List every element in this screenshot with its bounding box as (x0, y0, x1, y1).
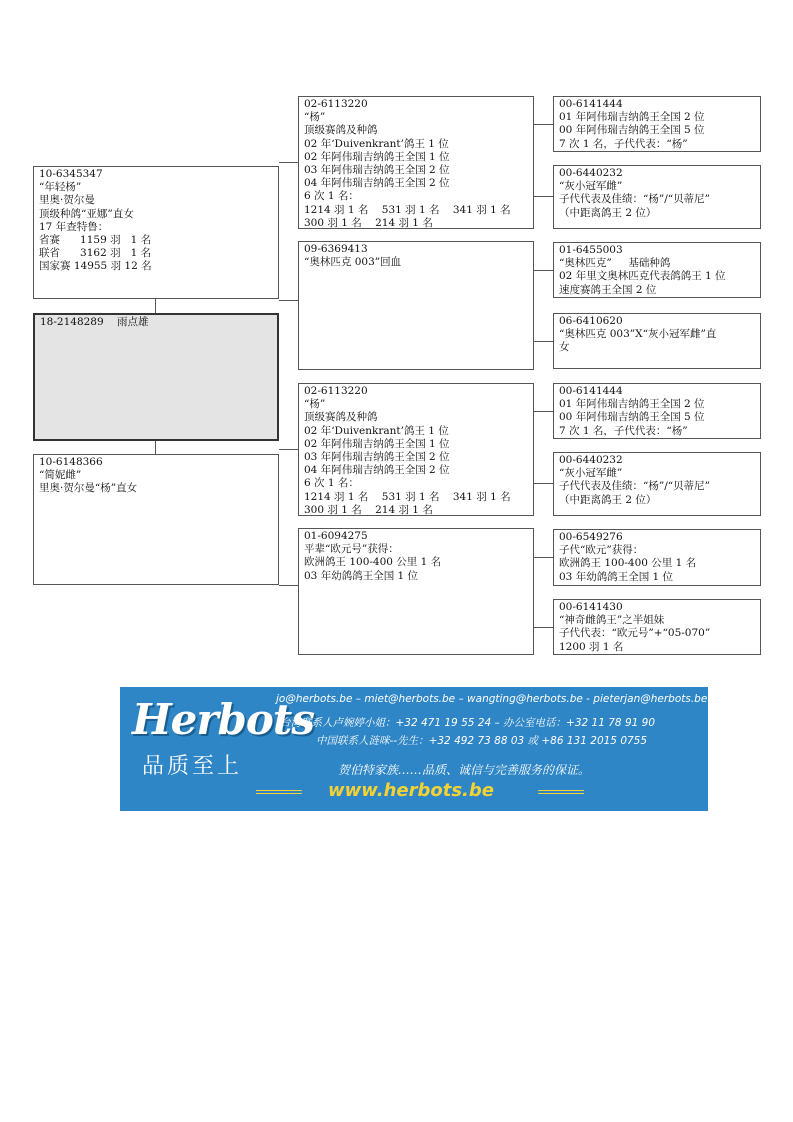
sire-box[interactable] (33, 166, 279, 299)
dsd-line: 子代代表及佳绩：“杨”/“贝蒂尼” (559, 480, 711, 493)
contact-taiwan: 台湾联系人卢婉婷小姐：+32 471 19 55 24 – 办公室电话：+32 11 78 91 90 (280, 717, 656, 729)
sire-dam-line: 09-6369413 (304, 243, 368, 255)
dam-dam-box[interactable] (298, 528, 534, 655)
slogan: 品质至上 (142, 754, 243, 779)
sire-sire-line: 6 次 1 名： (304, 190, 359, 203)
tagline: 贺伯特家族……品质、诚信与完善服务的保证。 (338, 763, 591, 777)
connector-line (534, 341, 553, 342)
sire-line: 17 年查特鲁： (39, 220, 109, 233)
connector-line (534, 196, 553, 197)
dss-box[interactable] (553, 383, 761, 439)
dam-sire-line: 02 年阿伟瑞吉纳鸽王全国 1 位 (304, 437, 450, 450)
subject-box[interactable] (33, 313, 279, 441)
connector-line (279, 585, 298, 586)
brand-logo: Herbots (132, 695, 314, 744)
email-addresses[interactable]: jo@herbots.be – miet@herbots.be – wangting@herbots.be - pieterjan@herbots.be (276, 693, 708, 705)
contact-china: 中国联系人涟咪--先生：+32 492 73 88 03 或 +86 131 2015 0755 (316, 735, 648, 747)
sire-sire-box[interactable] (298, 96, 534, 229)
sss-box[interactable] (553, 96, 761, 152)
ddd-box[interactable] (553, 599, 761, 655)
sire-line: 国家赛 14955 羽 12 名 (39, 260, 152, 273)
dsd-line: 00-6440232 (559, 454, 623, 466)
sds-line: 01-6455003 (559, 244, 623, 256)
ssd-line: “灰小冠军雌” (559, 180, 623, 193)
dam-box[interactable] (33, 454, 279, 585)
decor-line-left (256, 790, 302, 794)
dss-line: 00 年阿伟瑞吉纳鸽王全国 5 位 (559, 411, 705, 424)
sire-sire-line: 顶级赛鸽及种鸽 (304, 124, 378, 137)
sss-line: 00-6141444 (559, 98, 623, 110)
connector-line (534, 557, 553, 558)
dam-dam-line: 平辈“欧元号”获得： (304, 543, 399, 556)
sds-box[interactable] (553, 242, 761, 298)
sire-line: 联省 3162 羽 1 名 (39, 247, 152, 260)
herbots-banner (120, 687, 708, 811)
dds-line: 03 年幼鸽鸽王全国 1 位 (559, 570, 674, 583)
dam-line: 里奥·贺尔曼“杨”直女 (39, 482, 138, 495)
ddd-line: 00-6141430 (559, 601, 623, 613)
dam-sire-line: 6 次 1 名： (304, 477, 359, 490)
dss-line: 01 年阿伟瑞吉纳鸽王全国 2 位 (559, 398, 705, 411)
sire-sire-line: 02 年阿伟瑞吉纳鸽王全国 1 位 (304, 150, 450, 163)
sire-sire-line: 04 年阿伟瑞吉纳鸽王全国 2 位 (304, 177, 450, 190)
sdd-box[interactable] (553, 313, 761, 369)
dsd-line: “灰小冠军雌” (559, 467, 623, 480)
subject-id: 18-2148289 雨点雄 (40, 316, 149, 328)
sire-sire-line: 02 年‘Duivenkrant’鸽王 1 位 (304, 137, 449, 150)
dsd-line: （中距离鸽王 2 位） (559, 493, 657, 506)
sire-sire-line: 02-6113220 (304, 98, 368, 110)
ssd-line: （中距离鸽王 2 位） (559, 206, 657, 219)
decor-line-right (538, 790, 584, 794)
dam-dam-line: 03 年幼鸽鸽王全国 1 位 (304, 569, 419, 582)
connector-line (279, 449, 298, 450)
ddd-line: 1200 羽 1 名 (559, 640, 624, 653)
dam-sire-line: 03 年阿伟瑞吉纳鸽王全国 2 位 (304, 451, 450, 464)
sire-sire-line: 03 年阿伟瑞吉纳鸽王全国 2 位 (304, 164, 450, 177)
sire-line: 里奥·贺尔曼 (39, 194, 95, 207)
sire-sire-line: 1214 羽 1 名 531 羽 1 名 341 羽 1 名 (304, 203, 511, 216)
sds-line: “奥林匹克” 基础种鸽 (559, 257, 671, 270)
connector-line (534, 411, 553, 412)
dam-dam-line: 01-6094275 (304, 530, 368, 542)
sdd-line: 06-6410620 (559, 315, 623, 327)
connector-line (534, 270, 553, 271)
sss-line: 01 年阿伟瑞吉纳鸽王全国 2 位 (559, 111, 705, 124)
ddd-line: “神奇雌鸽王”之半姐妹 (559, 614, 665, 627)
dam-sire-line: 1214 羽 1 名 531 羽 1 名 341 羽 1 名 (304, 490, 511, 503)
connector-line (155, 299, 156, 313)
ssd-box[interactable] (553, 165, 761, 229)
dam-sire-line: 300 羽 1 名 214 羽 1 名 (304, 503, 433, 516)
sdd-line: 女 (559, 341, 570, 354)
ssd-line: 00-6440232 (559, 167, 623, 179)
connector-line (534, 627, 553, 628)
sire-dam-box[interactable] (298, 241, 534, 370)
sss-line: 7 次 1 名，子代代表：“杨” (559, 137, 688, 150)
dam-sire-box[interactable] (298, 383, 534, 516)
sire-dam-line: “奥林匹克 003”回血 (304, 256, 402, 269)
dam-dam-line: 欧洲鸽王 100-400 公里 1 名 (304, 556, 442, 569)
sire-sire-line: 300 羽 1 名 214 羽 1 名 (304, 216, 433, 229)
connector-line (279, 162, 298, 163)
connector-line (155, 441, 156, 454)
dam-sire-line: “杨” (304, 398, 326, 411)
dss-line: 7 次 1 名，子代代表：“杨” (559, 424, 688, 437)
ssd-line: 子代代表及佳绩：“杨”/“贝蒂尼” (559, 193, 711, 206)
sss-line: 00 年阿伟瑞吉纳鸽王全国 5 位 (559, 124, 705, 137)
dam-sire-line: 顶级赛鸽及种鸽 (304, 411, 378, 424)
sire-sire-line: “杨” (304, 111, 326, 124)
sire-line: 省赛 1159 羽 1 名 (39, 234, 152, 247)
sire-line: 10-6345347 (39, 168, 103, 180)
connector-line (279, 300, 298, 301)
dds-line: 00-6549276 (559, 531, 623, 543)
sds-line: 速度赛鸽王全国 2 位 (559, 283, 657, 296)
sdd-line: “奥林匹克 003”X“灰小冠军雌”直 (559, 328, 717, 341)
dds-box[interactable] (553, 529, 761, 586)
ddd-line: 子代代表：“欧元号”+“05-070” (559, 627, 711, 640)
dam-sire-line: 02 年‘Duivenkrant’鸽王 1 位 (304, 424, 449, 437)
dss-line: 00-6141444 (559, 385, 623, 397)
sire-line: “年轻杨” (39, 181, 82, 194)
dam-line: 10-6148366 (39, 456, 103, 468)
sds-line: 02 年里文奥林匹克代表鸽鸽王 1 位 (559, 270, 726, 283)
dam-sire-line: 04 年阿伟瑞吉纳鸽王全国 2 位 (304, 464, 450, 477)
website-link[interactable]: www.herbots.be (328, 780, 494, 801)
dds-line: 子代“欧元”获得： (559, 544, 644, 557)
connector-line (534, 483, 553, 484)
dam-line: “简妮雌” (39, 469, 82, 482)
dsd-box[interactable] (553, 452, 761, 516)
connector-line (534, 124, 553, 125)
sire-line: 顶级种鸽“亚娜”直女 (39, 207, 134, 220)
dam-sire-line: 02-6113220 (304, 385, 368, 397)
dds-line: 欧洲鸽王 100-400 公里 1 名 (559, 557, 697, 570)
